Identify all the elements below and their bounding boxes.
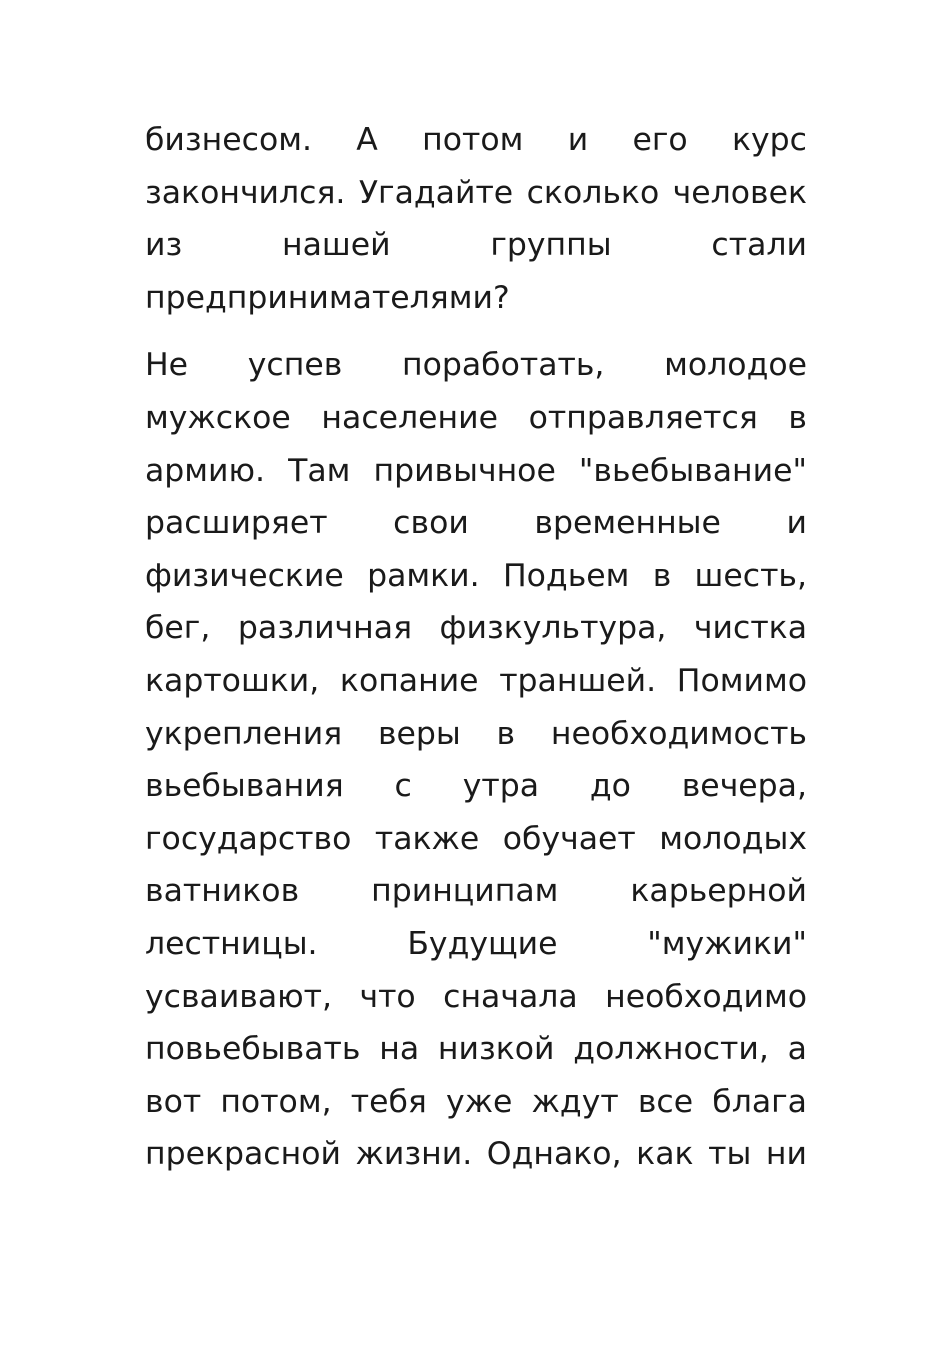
text-line: предпринимателями?	[145, 279, 510, 316]
text-line: государство также обучает молодых	[145, 820, 807, 857]
text-line: усваивают, что сначала необходимо	[145, 978, 807, 1015]
text-line: мужское население отправляется в	[145, 399, 807, 436]
paragraph	[145, 339, 807, 1181]
text-line: армию. Там привычное "вьебывание"	[145, 452, 807, 489]
text-line: ватников принципам карьерной	[145, 873, 807, 910]
text-line: картошки, копание траншей. Помимо	[145, 662, 807, 699]
text-line: расширяет свои временные и	[145, 505, 807, 542]
text-line: вьебывания с утра до вечера,	[145, 768, 807, 805]
text-line: Не успев поработать, молодое	[145, 347, 807, 384]
text-line: повьебывать на низкой должности, а	[145, 1031, 807, 1068]
paragraph	[145, 114, 807, 324]
text-line: бизнесом. А потом и его курс	[145, 122, 807, 158]
text-line: вот потом, тебя уже ждут все блага	[145, 1083, 807, 1120]
text-line: физические рамки. Подьем в шесть,	[145, 557, 807, 594]
text-line: закончился. Угадайте сколько человек	[145, 174, 807, 211]
text-line: бег, различная физкультура, чистка	[145, 610, 807, 647]
paragraph-spacer	[145, 324, 807, 339]
text-line: укрепления веры в необходимость	[145, 715, 807, 752]
text-line: прекрасной жизни. Однако, как ты ни	[145, 1136, 807, 1173]
text-line: лестницы. Будущие "мужики"	[145, 925, 807, 962]
body-text	[145, 114, 807, 1181]
text-line: из нашей группы стали	[145, 227, 807, 264]
